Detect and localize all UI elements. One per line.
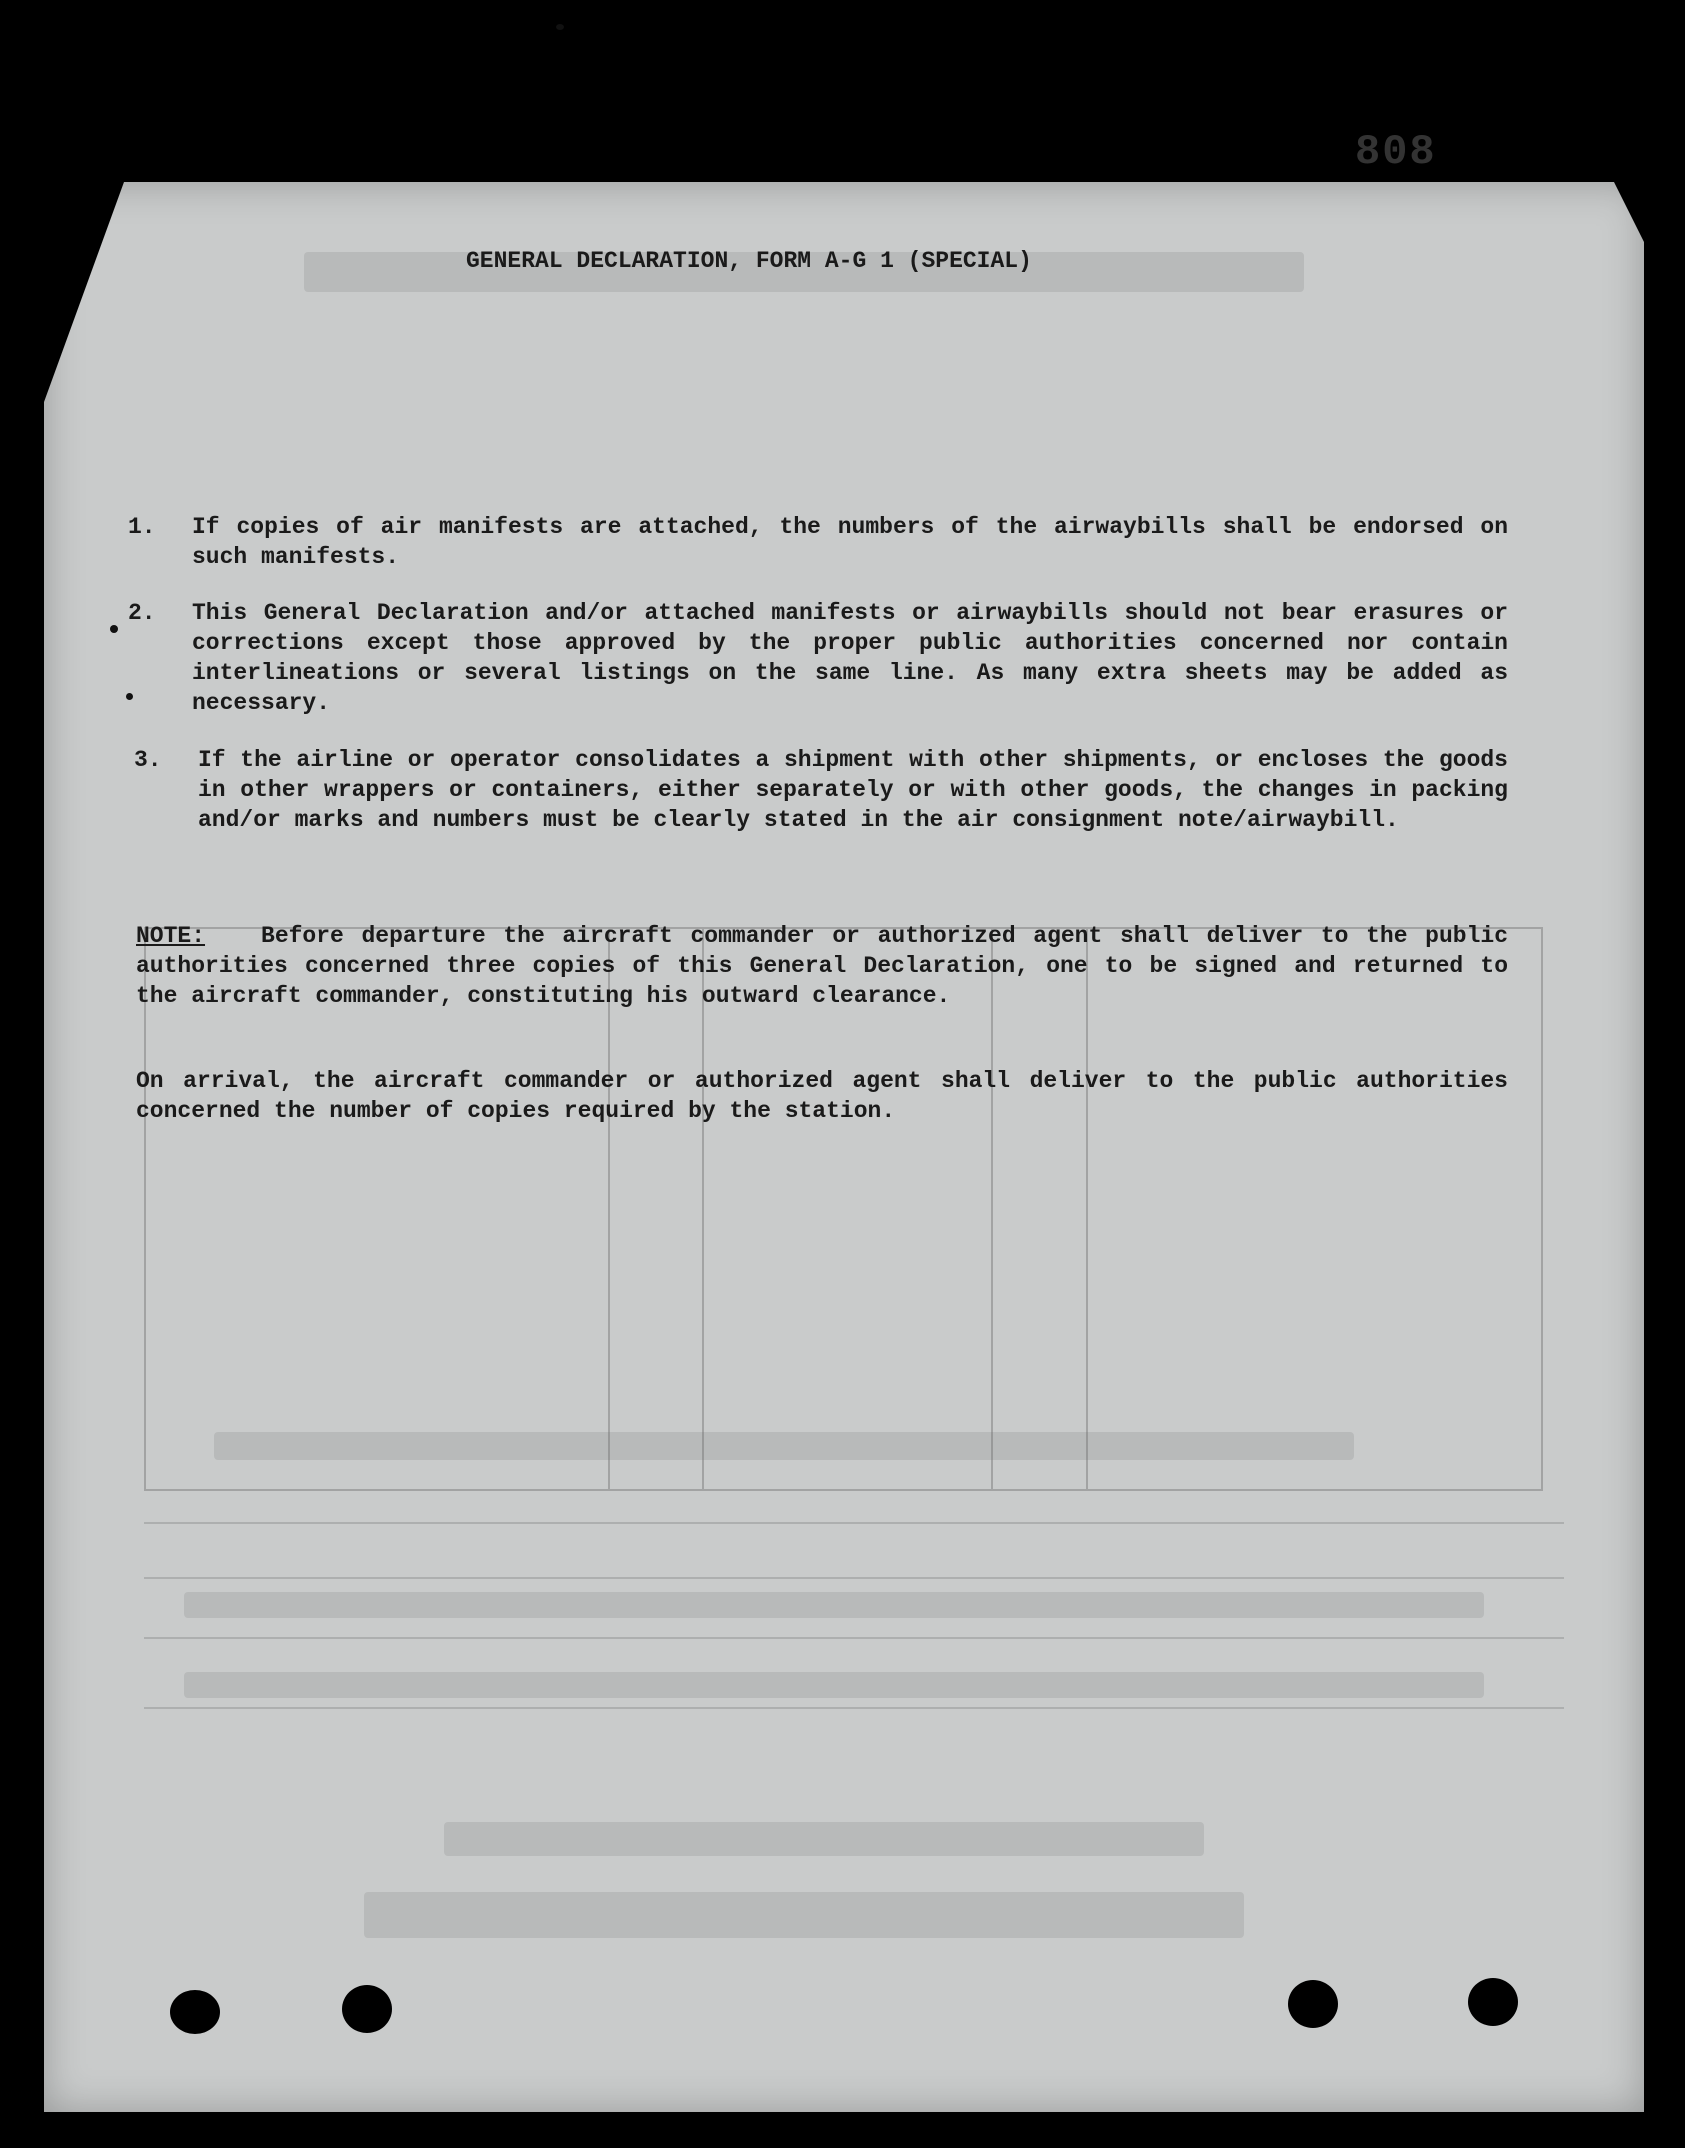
document-sheet	[44, 182, 1644, 2112]
form-title: GENERAL DECLARATION, FORM A-G 1 (SPECIAL)	[466, 248, 1032, 274]
punch-hole	[1288, 1980, 1338, 2028]
show-through-text	[214, 1432, 1354, 1460]
show-through-column-line	[991, 929, 993, 1489]
punch-hole	[342, 1985, 392, 2033]
show-through-text	[184, 1592, 1484, 1618]
instruction-number: 3.	[134, 747, 162, 773]
page-number: 808	[1355, 128, 1437, 176]
show-through-rule	[144, 1707, 1564, 1709]
folded-corner-right	[1614, 182, 1644, 242]
show-through-text	[184, 1672, 1484, 1698]
show-through-rule	[144, 1637, 1564, 1639]
ink-speck	[556, 24, 564, 30]
arrival-note: On arrival, the aircraft commander or authorized agent shall deliver to the public authorities concerned the number of copies required by the station.	[136, 1068, 1508, 1124]
instruction-text: If copies of air manifests are attached, the numbers of the airwaybills shall be endorsed on such manifests.	[192, 514, 1508, 570]
ink-speck	[126, 693, 133, 700]
show-through-heading	[364, 1892, 1244, 1938]
instruction-item	[128, 512, 1508, 572]
show-through-column-line	[702, 929, 704, 1489]
show-through-column-line	[608, 929, 610, 1489]
instruction-number: 1.	[128, 514, 156, 540]
show-through-form-grid	[144, 927, 1543, 1491]
note-label: NOTE:	[136, 923, 206, 949]
punch-hole	[170, 1990, 220, 2034]
folded-corner	[44, 182, 124, 402]
instruction-item	[128, 745, 1508, 835]
instruction-text: This General Declaration and/or attached manifests or airwaybills should not bear erasures or corrections except those approved by the proper public authorities concerned nor contain interlineations or several listings on the same line. As many extra sheets may be added as necessary.	[192, 600, 1508, 716]
show-through-heading	[444, 1822, 1204, 1856]
show-through-rule	[144, 1522, 1564, 1524]
show-through-column-line	[1086, 929, 1088, 1489]
instruction-item	[128, 598, 1508, 718]
note-text: Before departure the aircraft commander or authorized agent shall deliver to the public authorities concerned three copies of this General Declaration, one to be signed and returned to the aircraft commander, constituting his outward clearance.	[136, 923, 1508, 1009]
departure-note	[136, 921, 1508, 1011]
instruction-text: If the airline or operator consolidates a shipment with other shipments, or encloses the goods in other wrappers or containers, either separately or with other goods, the changes in packing and/or marks and numbers must be clearly stated in the air consignment note/airwaybill.	[198, 747, 1508, 833]
punch-hole	[1468, 1978, 1518, 2026]
ink-speck	[110, 625, 118, 633]
instruction-number: 2.	[128, 600, 156, 626]
show-through-rule	[144, 1577, 1564, 1579]
